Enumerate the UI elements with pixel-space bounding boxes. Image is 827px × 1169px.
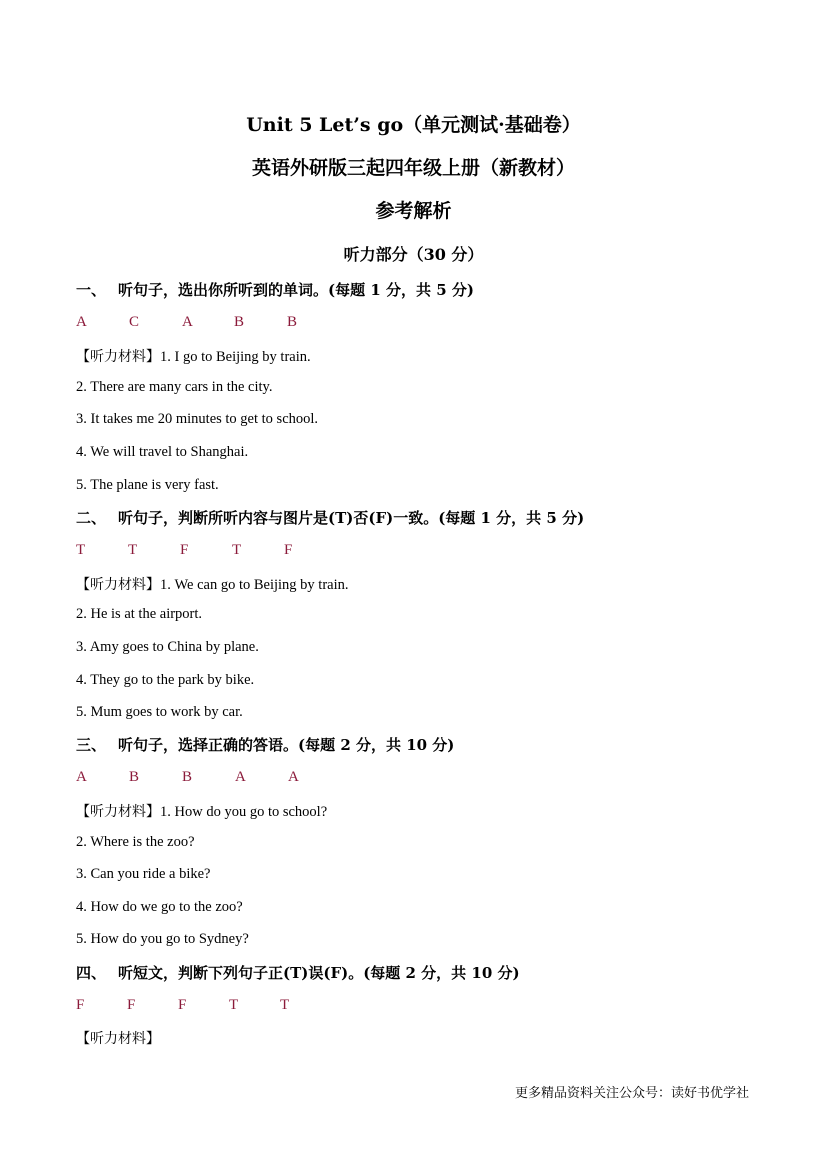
section-4-heading: [76, 962, 520, 983]
section-3-instruction: 听句子，选择正确的答语。(每题 2 分，共 10 分): [118, 736, 455, 754]
footer-note: 更多精品资料关注公众号：读好书优学社: [514, 1086, 749, 1101]
material-line: 5. How do you go to Sydney?: [76, 931, 249, 947]
material-line: 【听力材料】1. We can go to Beijing by train.: [76, 577, 349, 593]
answer-item: F: [127, 997, 136, 1013]
answer-item: T: [280, 997, 290, 1013]
answer-item: A: [288, 769, 299, 785]
section-3-heading: [76, 734, 454, 755]
material-line: 4. They go to the park by bike.: [76, 672, 255, 688]
material-line: 3. Can you ride a bike?: [76, 866, 211, 882]
material-line: 3. Amy goes to China by plane.: [76, 639, 259, 655]
answer-item: A: [76, 769, 87, 785]
answer-item: T: [232, 542, 242, 558]
material-tag: 【听力材料】: [76, 577, 160, 593]
section-2-instruction: 听句子，判断所听内容与图片是(T)否(F)一致。(每题 1 分，共 5 分): [118, 509, 585, 527]
listening-part-heading: 听力部分（30 分）: [343, 245, 484, 264]
answer-item: B: [129, 769, 140, 785]
section-4-instruction: 听短文，判断下列句子正(T)误(F)。(每题 2 分，共 10 分): [118, 964, 520, 982]
answer-item: T: [229, 997, 239, 1013]
doc-subtitle: 英语外研版三起四年级上册（新教材）: [251, 157, 575, 179]
material-line: 3. It takes me 20 minutes to get to school.: [76, 411, 319, 427]
material-line: 4. We will travel to Shanghai.: [76, 444, 249, 460]
answer-item: F: [178, 997, 187, 1013]
answer-item: B: [287, 314, 298, 330]
material-tag: 【听力材料】: [76, 1031, 160, 1047]
doc-analysis-heading: 参考解析: [375, 200, 452, 222]
material-line: 【听力材料】1. How do you go to school?: [76, 804, 328, 820]
section-1-instruction: 听句子，选出你所听到的单词。(每题 1 分，共 5 分): [118, 281, 474, 299]
answer-item: A: [182, 314, 193, 330]
answer-item: F: [76, 997, 85, 1013]
answer-item: T: [128, 542, 138, 558]
doc-title: Unit 5 Let’s go（单元测试·基础卷）: [246, 114, 581, 136]
material-tag: 【听力材料】: [76, 349, 160, 365]
answer-item: T: [76, 542, 86, 558]
section-2-heading: [76, 507, 584, 528]
answer-item: A: [235, 769, 246, 785]
answer-item: F: [284, 542, 293, 558]
material-line: 2. There are many cars in the city.: [76, 379, 273, 395]
material-line: 2. He is at the airport.: [76, 606, 203, 622]
answer-item: F: [180, 542, 189, 558]
material-line: 4. How do we go to the zoo?: [76, 899, 243, 915]
section-4-number: 四、: [76, 964, 107, 982]
answer-item: C: [129, 314, 140, 330]
section-1-number: 一、: [76, 281, 107, 299]
material-line: 【听力材料】1. I go to Beijing by train.: [76, 349, 311, 365]
answer-item: B: [234, 314, 245, 330]
answer-item: B: [182, 769, 193, 785]
section-3-number: 三、: [76, 736, 107, 754]
section-2-number: 二、: [76, 509, 107, 527]
material-line: 5. The plane is very fast.: [76, 477, 219, 493]
material-line: [76, 1028, 160, 1048]
answer-item: A: [76, 314, 87, 330]
material-line: 2. Where is the zoo?: [76, 834, 195, 850]
section-1-heading: [76, 279, 474, 300]
material-tag: 【听力材料】: [76, 804, 160, 820]
material-line: 5. Mum goes to work by car.: [76, 704, 243, 720]
